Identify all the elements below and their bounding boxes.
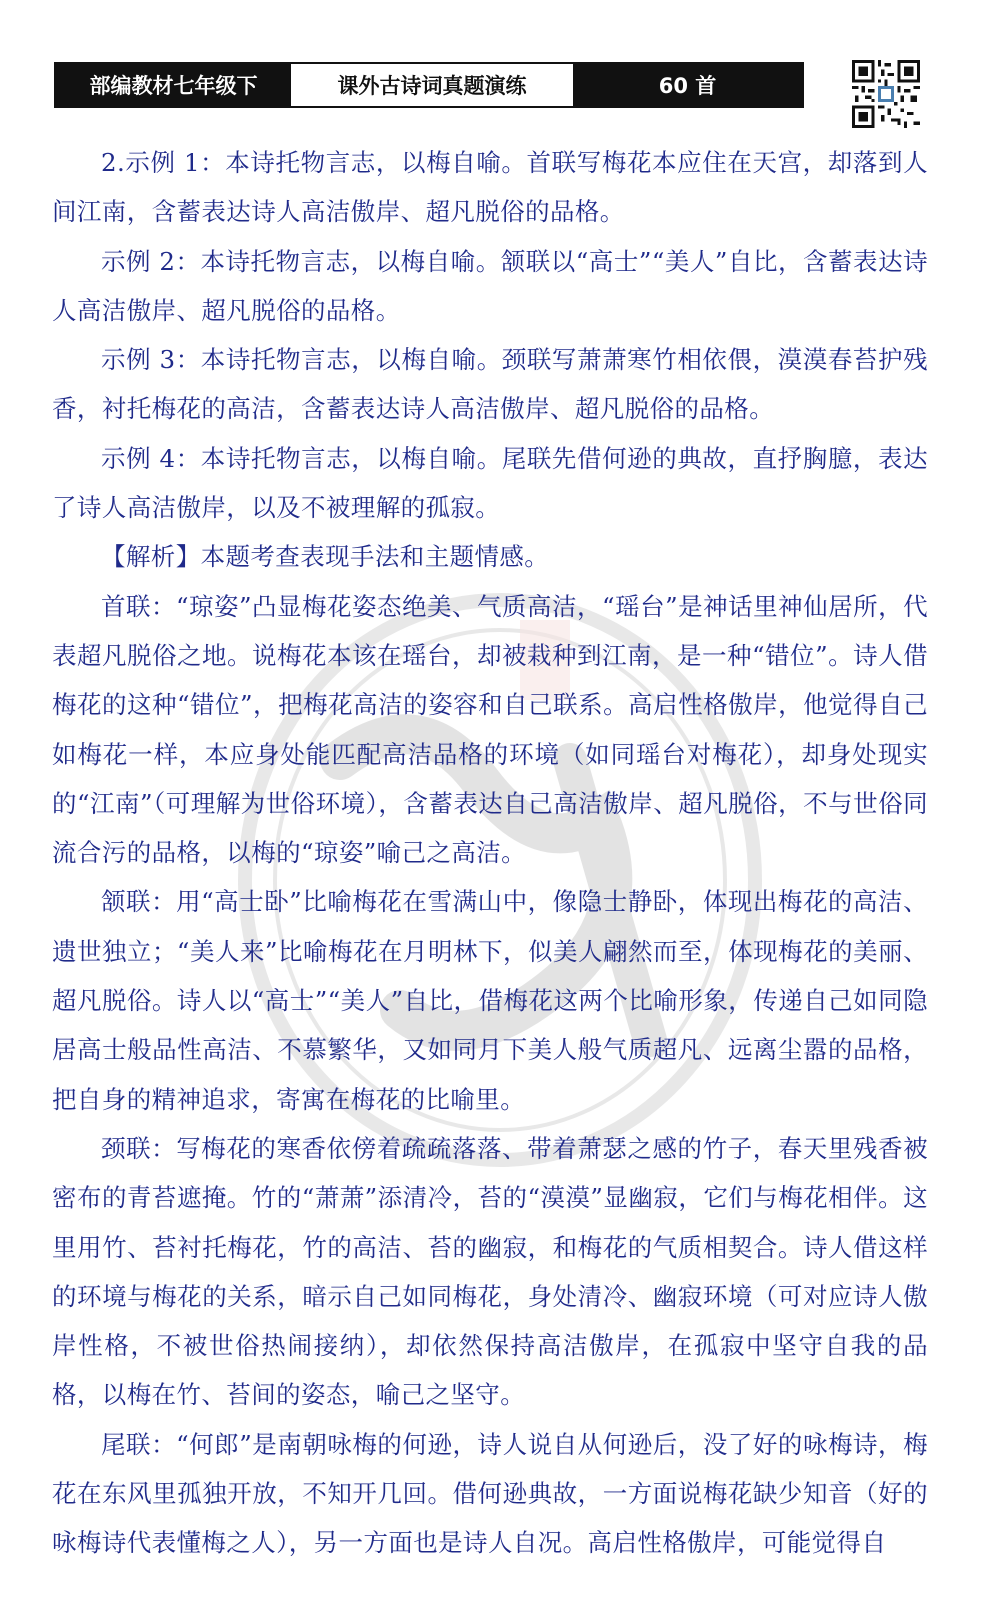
paragraph-example-2: 示例 2：本诗托物言志，以梅自喻。颔联以“高士”“美人”自比，含蓄表达诗人高洁傲岸、超凡脱俗的品格。 — [52, 246, 928, 325]
page-header — [54, 62, 804, 108]
header-grade-label: 部编教材七年级下 — [56, 64, 291, 106]
header-count: 60 首 — [573, 64, 802, 106]
paragraph-second-couplet: 颔联：用“高士卧”比喻梅花在雪满山中，像隐士静卧，体现出梅花的高洁、遗世独立；“美人来”比喻梅花在月明林下，似美人翩然而至，体现梅花的美丽、超凡脱俗。诗人以“高士”“美人”自比，借梅花这两个比喻形象，传递自己如同隐居高士般品性高洁、不慕繁华，又如同月下美人般气质超凡、远离尘嚣的品格，把自身的精神追求，寄寓在梅花的比喻里。 — [52, 887, 928, 1114]
paragraph-last-couplet: 尾联：“何郎”是南朝咏梅的何逊，诗人说自从何逊后，没了好的咏梅诗，梅花在东风里孤独开放，不知开几回。借何逊典故，一方面说梅花缺少知音（好的咏梅诗代表懂梅之人），另一方面也是诗人自况。高启性格傲岸，可能觉得自 — [52, 1429, 928, 1558]
paragraph-third-couplet: 颈联：写梅花的寒香依傍着疏疏落落、带着萧瑟之感的竹子，春天里残香被密布的青苔遮掩。竹的“萧萧”添清冷，苔的“漠漠”显幽寂，它们与梅花相伴。这里用竹、苔衬托梅花，竹的高洁、苔的幽寂，和梅花的气质相契合。诗人借这样的环境与梅花的关系，暗示自己如同梅花，身处清冷、幽寂环境（可对应诗人傲岸性格，不被世俗热闹接纳），却依然保持高洁傲岸，在孤寂中坚守自我的品格，以梅在竹、苔间的姿态，喻己之坚守。 — [52, 1133, 928, 1410]
header-title: 课外古诗词真题演练 — [291, 64, 573, 106]
paragraph-analysis-intro: 【解析】本题考查表现手法和主题情感。 — [101, 542, 550, 572]
paragraph-example-1: 2.示例 1：本诗托物言志，以梅自喻。首联写梅花本应住在天宫，却落到人间江南，含蓄表达诗人高洁傲岸、超凡脱俗的品格。 — [52, 148, 928, 227]
answer-text-body — [52, 138, 928, 1568]
paragraph-example-4: 示例 4：本诗托物言志，以梅自喻。尾联先借何逊的典故，直抒胸臆，表达了诗人高洁傲岸，以及不被理解的孤寂。 — [52, 443, 928, 523]
qr-code-icon — [852, 60, 920, 128]
paragraph-example-3: 示例 3：本诗托物言志，以梅自喻。颈联写萧萧寒竹相依偎，漠漠春苔护残香，衬托梅花的高洁，含蓄表达诗人高洁傲岸、超凡脱俗的品格。 — [52, 345, 928, 424]
paragraph-first-couplet: 首联：“琼姿”凸显梅花姿态绝美、气质高洁，“瑶台”是神话里神仙居所，代表超凡脱俗之地。说梅花本该在瑶台，却被栽种到江南，是一种“错位”。诗人借梅花的这种“错位”，把梅花高洁的姿容和自己联系。高启性格傲岸，他觉得自己如梅花一样，本应身处能匹配高洁品格的环境（如同瑶台对梅花），却身处现实的“江南”（可理解为世俗环境），含蓄表达自己高洁傲岸、超凡脱俗，不与世俗同流合污的品格，以梅的“琼姿”喻己之高洁。 — [52, 591, 928, 868]
